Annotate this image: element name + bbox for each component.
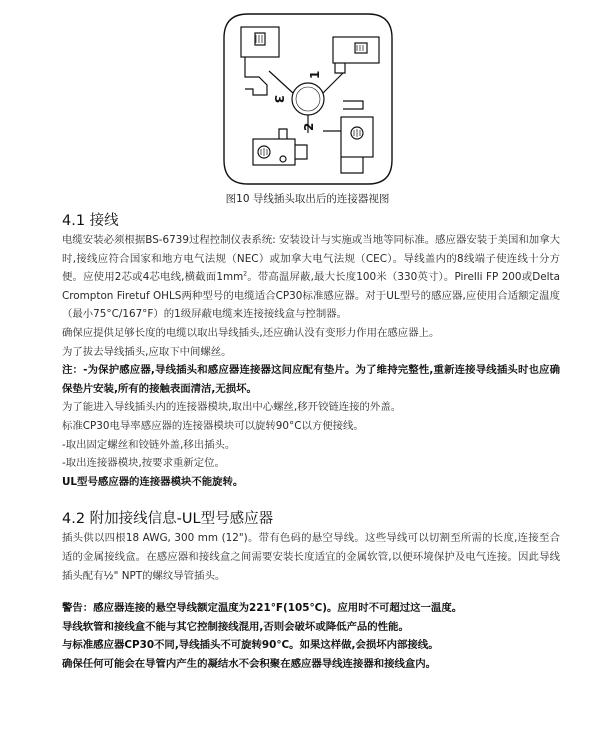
label-3: 3 [272,95,286,104]
cable-length-paragraph: 确保应提供足够长度的电缆以取出导线插头,还应确认没有变形力作用在感应器上。 [62,326,440,339]
section-heading-ul: 4.2 附加接线信息-UL型号感应器 [62,511,274,528]
ul-leads-paragraph: 插头供以四根18 AWG, 300 mm (12")。带有色码的悬空导线。这些导线可以切割至所需的长度,连接至合适的金属接线盒。在感应器和接线盒之间需要安装长度适宜的金属软管,以便环境保护及电气连接。因此导线插头配有½" NPT的螺纹导管插头。 [62,532,560,582]
gasket-note: 注：-为保护感应器,导线插头和感应器连接器这间应配有垫片。为了维持完整性,重新连接导线插头时也应确保垫片安装,所有的接触表面清洁,无损坏。 [62,364,560,395]
temperature-warning: 警告：感应器连接的悬空导线额定温度为221°F(105°C)。应用时不可超过这一温度。 [62,602,463,615]
figure-caption: 图10 导线插头取出后的连接器视图 [225,193,390,205]
conduit-warning: 导线软管和接线盒不能与其它控制接线混用,否则会破坏或降低产品的性能。 [62,620,409,633]
step-remove-plug: -取出固定螺丝和铰链外盖,移出插头。 [62,438,236,451]
connector-drawing [223,13,393,185]
ul-rotation-warning: UL型号感应器的连接器模块不能旋转。 [62,475,244,488]
section-heading-wiring: 4.1 接线 [62,213,119,229]
rotation-damage-warning: 与标准感应器CP30不同,导线插头不可旋转90°C。如果这样做,会损坏内部接线。 [62,639,439,652]
step-reposition: -取出连接器模块,按要求重新定位。 [62,457,225,470]
document-body [62,211,560,673]
condensation-warning: 确保任何可能会在导管内产生的凝结水不会积聚在感应器导线连接器和接线盒内。 [62,657,437,670]
label-1: 1 [308,70,322,79]
unplug-paragraph: 为了拔去导线插头,应取下中间螺丝。 [62,345,232,358]
rotation-paragraph: 标准CP30电导率感应器的连接器模块可以旋转90°C以方便接线。 [62,419,364,432]
connector-diagram [223,13,393,185]
label-2: 2 [302,122,316,131]
connector-access-paragraph: 为了能进入导线插头内的连接器模块,取出中心螺丝,移开铰链连接的外盖。 [62,401,402,414]
wiring-paragraph: 电缆安装必须根据BS-6739过程控制仪表系统: 安装设计与实施或当地等同标准。感应器安装于美国和加拿大时,接线应符合国家和地方电气法规（NEC）或加拿大电气法规（CEC）。导线盖内的8线端子使连线十分方便。应使用2芯或4芯电线,横截面$1mm^2$。带高温屏蔽,最大长度100米（330英寸）。Pirelli FP 200或Delta Crompton Firetuf OHLS两种型号的电缆适合CP30标准感应器。对于UL型号的感应器,应使用合适额定温度（最小75°C/167°F）的1级屏蔽电缆来连接接线盒与控制器。 [62,234,560,321]
